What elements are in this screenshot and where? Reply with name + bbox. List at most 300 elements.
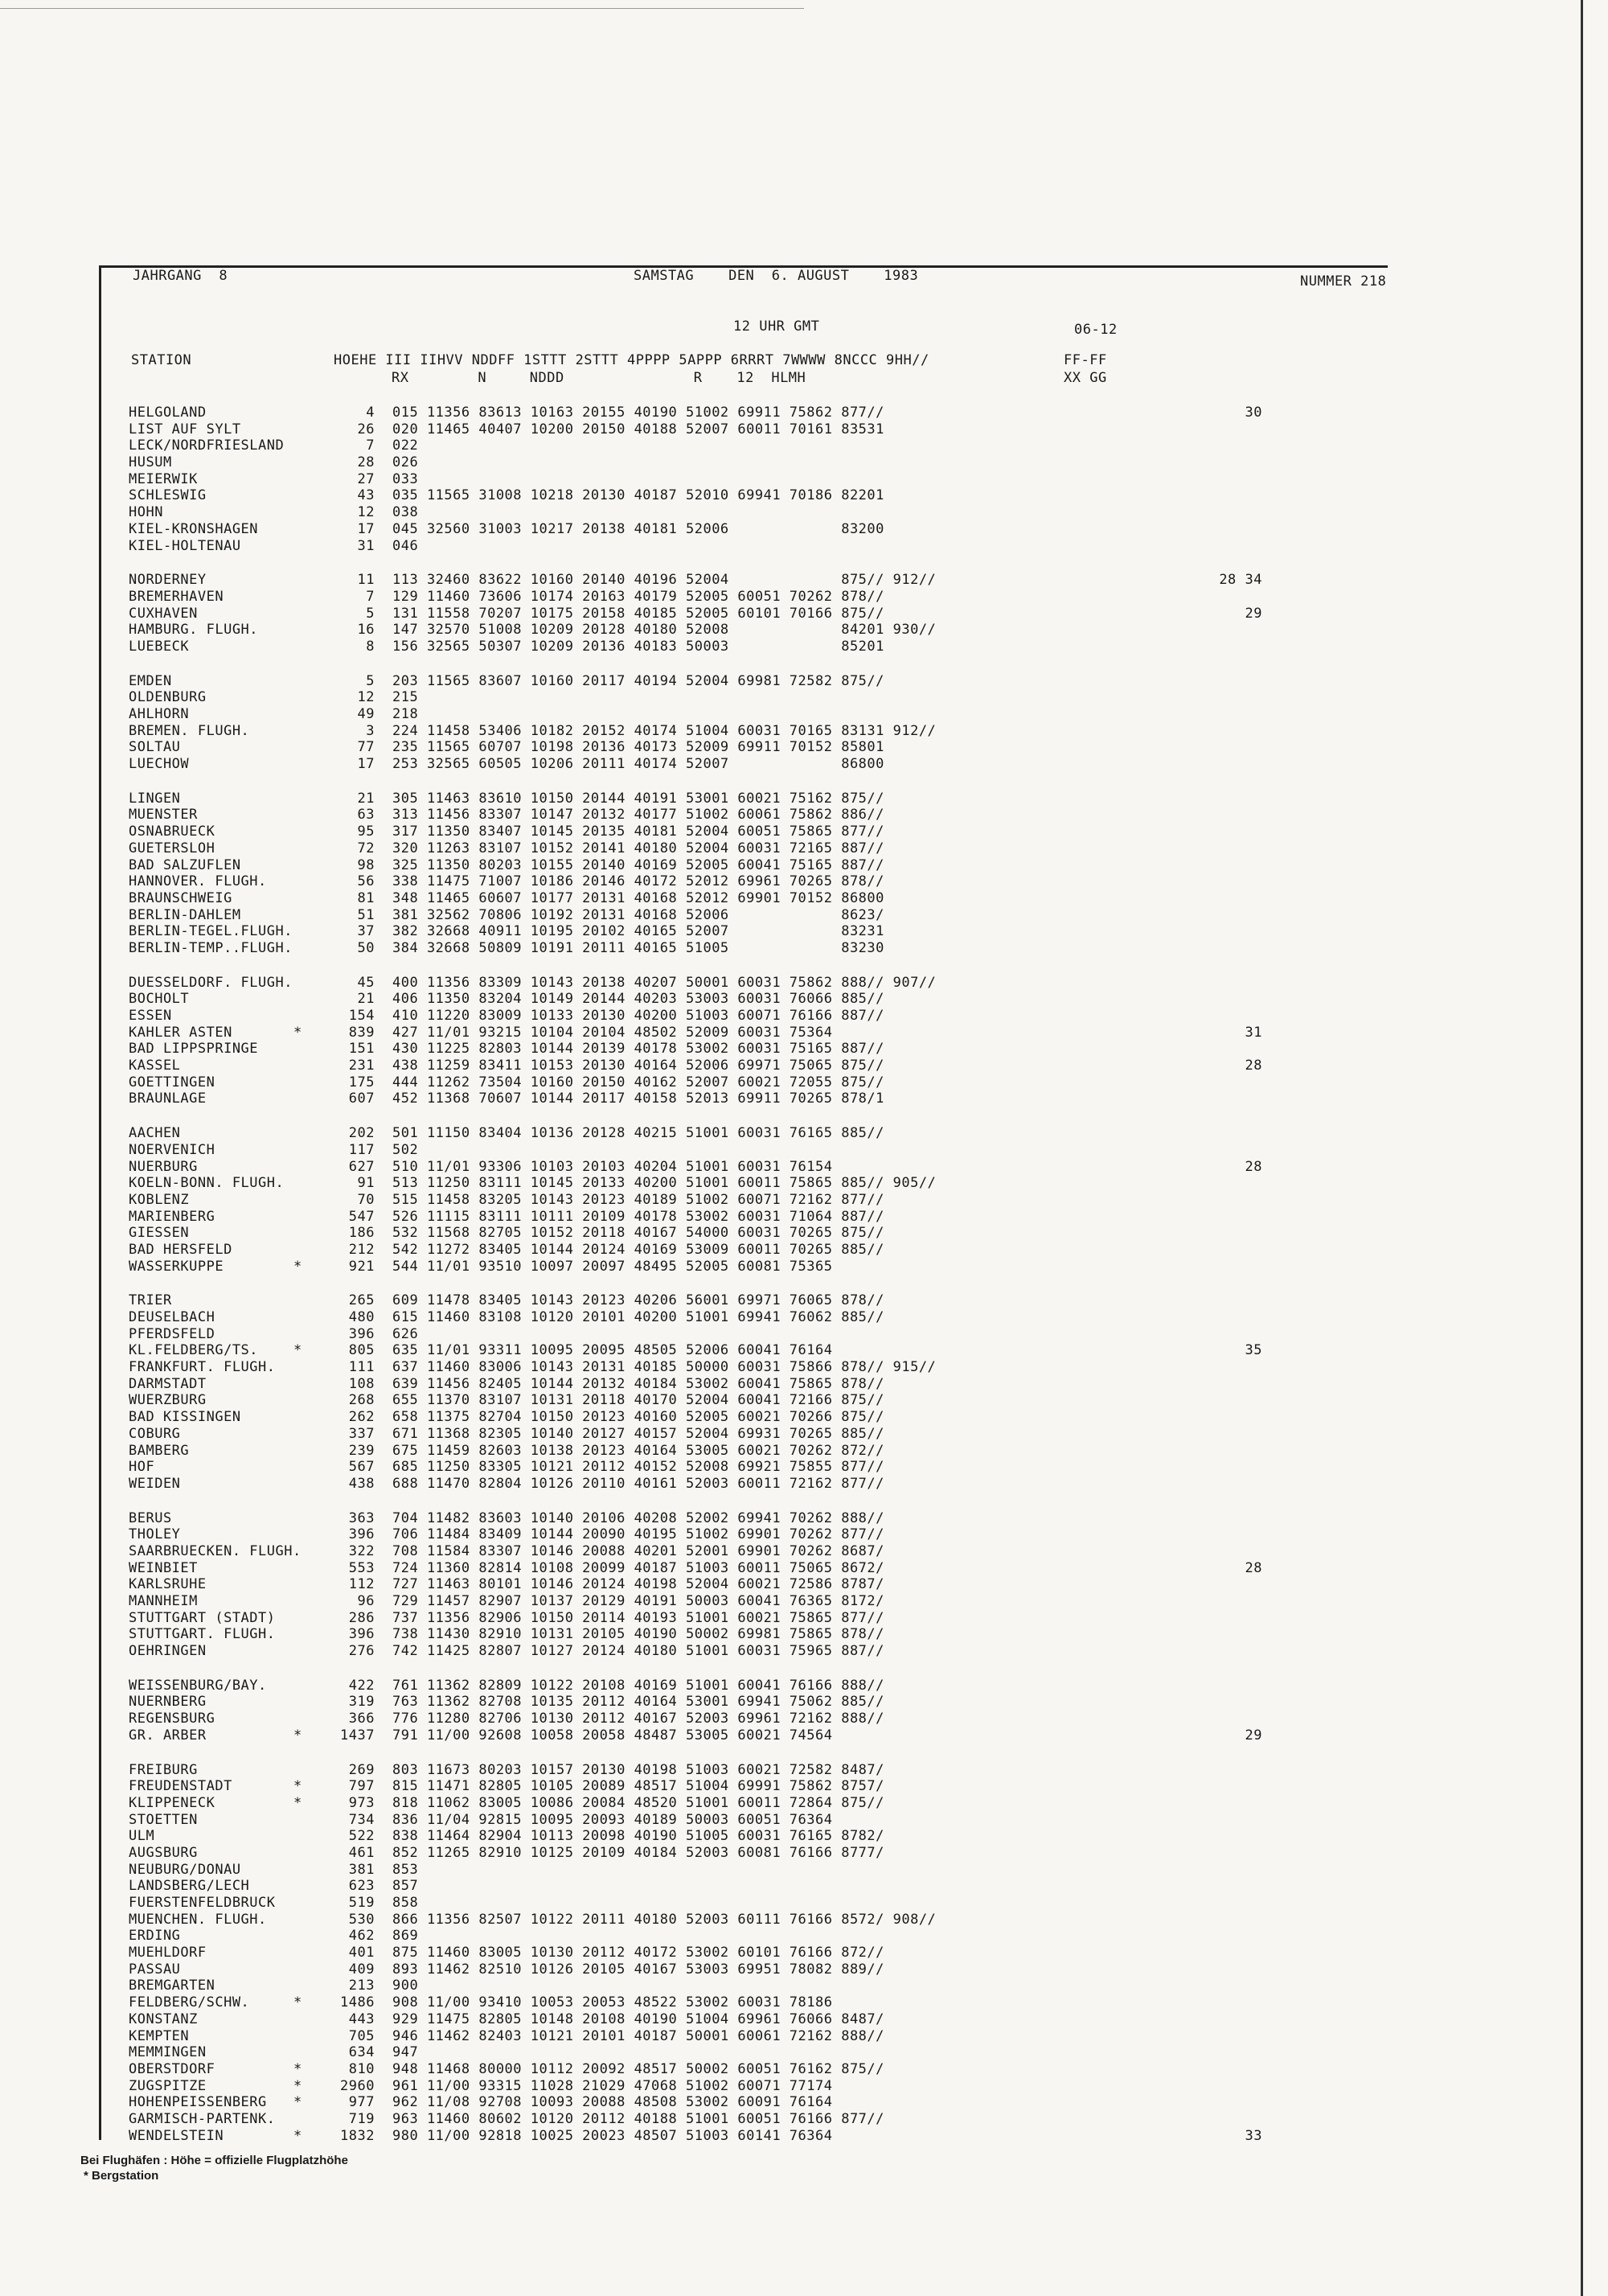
station-height: 21 [357,991,375,1008]
table-row [129,1961,1351,1978]
station-name: OBERSTDORF [129,2060,215,2077]
synop-groups: 338 11475 71007 10186 20146 40172 52012 69961 70265 878// [392,873,884,890]
station-name: KONSTANZ [129,2011,198,2027]
station-name: LECK/NORDFRIESLAND [129,437,285,454]
station-table [129,405,1351,2144]
synop-groups: 946 11462 82403 10121 20101 40187 50001 60061 72162 888// [392,2027,884,2044]
station-name: LUEBECK [129,638,190,655]
station-name: SCHLESWIG [129,487,207,504]
station-name: BRAUNSCHWEIG [129,889,232,906]
station-name: NUERNBERG [129,1694,207,1711]
mountain-station-marker: * [293,2127,302,2144]
table-row [129,940,1351,957]
station-height: 21 [357,790,375,807]
gust-value: 35 [1245,1342,1262,1359]
synop-groups: 852 11265 82910 10125 20109 40184 52003 60081 76166 8777/ [392,1844,884,1861]
table-row [129,1008,1351,1025]
table-row [129,1142,1351,1159]
table-row [129,1476,1351,1493]
table-row [129,1292,1351,1309]
table-row [129,405,1351,421]
table-row [129,840,1351,857]
table-row [129,2011,1351,2028]
table-row [129,572,1351,589]
station-name: BERLIN-DAHLEM [129,906,241,923]
station-name: MEIERWIK [129,470,198,487]
group-gap [129,1744,1351,1762]
station-name: STUTTGART (STADT) [129,1609,276,1626]
station-name: FREUDENSTADT [129,1778,232,1795]
table-row [129,504,1351,521]
table-row [129,1510,1351,1527]
station-name: EMDEN [129,672,172,689]
table-row [129,689,1351,706]
station-height: 7 [366,437,375,454]
station-height: 396 [348,1526,375,1543]
synop-groups: 615 11460 83108 10120 20101 40200 51001 69941 76062 885// [392,1309,884,1325]
synop-groups: 815 11471 82805 10105 20089 48517 51004 69991 75862 8757/ [392,1778,884,1795]
synop-groups: 947 [392,2044,419,2061]
station-name: BRAUNLAGE [129,1090,207,1107]
station-name: BAD LIPPSPRINGE [129,1041,259,1058]
right-edge-rule [1581,0,1583,2296]
station-height: 70 [357,1191,375,1208]
station-name: HANNOVER. FLUGH. [129,873,267,890]
station-height: 239 [348,1442,375,1459]
mountain-station-marker: * [293,2077,302,2094]
synop-groups: 313 11456 83307 10147 20132 40177 51002 60061 75862 886// [392,807,884,824]
station-height: 461 [348,1844,375,1861]
table-row [129,487,1351,504]
station-name: ULM [129,1828,155,1845]
station-height: 337 [348,1425,375,1442]
station-height: 1437 [340,1727,375,1744]
synop-groups: 444 11262 73504 10160 20150 40162 52007 60021 72055 875// [392,1074,884,1090]
table-row [129,756,1351,773]
period-label: 06-12 [1074,322,1118,338]
synop-groups: 908 11/00 93410 10053 20053 48522 53002 60031 78186 [392,1994,833,2011]
column-groups: HOEHE III IIHVV NDDFF 1STTT 2STTT 4PPPP 5APPP 6RRRT 7WWWW 8NCCC 9HH// [334,352,929,368]
station-height: 12 [357,689,375,706]
group-gap [129,1493,1351,1510]
synop-groups: 038 [392,504,419,521]
station-height: 286 [348,1609,375,1626]
station-height: 26 [357,421,375,437]
station-name: NORDERNEY [129,572,207,589]
station-height: 396 [348,1626,375,1643]
station-name: BAD KISSINGEN [129,1409,241,1426]
station-name: COBURG [129,1425,181,1442]
station-height: 2960 [340,2077,375,2094]
table-row [129,1342,1351,1359]
station-name: LANDSBERG/LECH [129,1878,250,1895]
synop-groups: 875 11460 83005 10130 20112 40172 53002 60101 76166 872// [392,1945,884,1961]
synop-groups: 708 11584 83307 10146 20088 40201 52001 69901 70262 8687/ [392,1542,884,1559]
station-name: BREMEN. FLUGH. [129,722,250,739]
station-height: 27 [357,470,375,487]
station-name: KOBLENZ [129,1191,190,1208]
synop-groups: 317 11350 83407 10145 20135 40181 52004 60051 75865 877// [392,824,884,840]
station-height: 839 [348,1024,375,1041]
synop-groups: 235 11565 60707 10198 20136 40173 52009 69911 70152 85801 [392,739,884,756]
table-row [129,791,1351,807]
station-height: 45 [357,974,375,991]
synop-groups: 542 11272 83405 10144 20124 40169 53009 60011 70265 885// [392,1241,884,1258]
table-row [129,1409,1351,1426]
synop-groups: 639 11456 82405 10144 20132 40184 53002 60041 75865 878// [392,1375,884,1392]
station-height: 634 [348,2044,375,2061]
table-row [129,1828,1351,1845]
table-row [129,437,1351,454]
table-row [129,1643,1351,1660]
station-name: WEIDEN [129,1475,181,1492]
station-name: FREIBURG [129,1761,198,1778]
station-name: NEUBURG/DONAU [129,1861,241,1878]
table-row [129,1392,1351,1409]
station-name: CUXHAVEN [129,605,198,622]
table-row [129,1159,1351,1176]
station-height: 522 [348,1828,375,1845]
synop-groups: 626 [392,1325,419,1342]
station-height: 212 [348,1241,375,1258]
table-row [129,739,1351,756]
station-name: MUENSTER [129,807,198,824]
synop-groups: 320 11263 83107 10152 20141 40180 52004 60031 72165 887// [392,840,884,856]
station-name: OSNABRUECK [129,824,215,840]
station-name: KASSEL [129,1058,181,1074]
synop-groups: 131 11558 70207 10175 20158 40185 52005 60101 70166 875// [392,605,884,622]
station-name: WENDELSTEIN [129,2127,224,2144]
station-height: 973 [348,1794,375,1811]
table-row [129,2128,1351,2145]
table-row [129,622,1351,639]
table-row [129,1727,1351,1744]
table-row [129,857,1351,874]
station-height: 112 [348,1576,375,1593]
station-name: MUEHLDORF [129,1945,207,1961]
station-name: WASSERKUPPE [129,1258,224,1275]
synop-groups: 857 [392,1878,419,1895]
synop-groups: 803 11673 80203 10157 20130 40198 51003 60021 72582 8487/ [392,1761,884,1778]
table-row [129,1994,1351,2011]
station-height: 921 [348,1258,375,1275]
table-row [129,824,1351,840]
table-row [129,975,1351,992]
table-row [129,1526,1351,1543]
station-height: 409 [348,1961,375,1978]
mountain-station-marker: * [293,1727,302,1744]
table-row [129,1878,1351,1895]
synop-groups: 742 11425 82807 10127 20124 40180 51001 60031 75965 887// [392,1643,884,1660]
table-row [129,1945,1351,1961]
station-height: 627 [348,1158,375,1175]
table-row [129,1862,1351,1879]
station-height: 37 [357,923,375,940]
station-height: 734 [348,1811,375,1828]
station-name: AHLHORN [129,706,190,722]
synop-groups: 688 11470 82804 10126 20110 40161 52003 60011 72162 877// [392,1475,884,1492]
synop-groups: 836 11/04 92815 10095 20093 40189 50003 60051 76364 [392,1811,833,1828]
station-height: 269 [348,1761,375,1778]
station-name: LIST AUF SYLT [129,421,241,437]
station-name: OEHRINGEN [129,1643,207,1660]
station-height: 462 [348,1928,375,1945]
station-height: 91 [357,1175,375,1192]
table-row [129,2111,1351,2128]
footnote-airports: Bei Flughäfen : Höhe = offizielle Flugplatzhöhe [80,2154,348,2167]
table-row [129,2028,1351,2045]
table-row [129,2078,1351,2095]
station-height: 213 [348,1978,375,1994]
station-name: KOELN-BONN. FLUGH. [129,1175,285,1192]
station-name: HUSUM [129,454,172,471]
table-row [129,673,1351,690]
table-row [129,538,1351,555]
synop-groups: 838 11464 82904 10113 20098 40190 51005 60031 76165 8782/ [392,1828,884,1845]
station-name: FELDBERG/SCHW. [129,1994,250,2011]
synop-groups: 706 11484 83409 10144 20090 40195 51002 69901 70262 877// [392,1526,884,1543]
station-name: WEISSENBURG/BAY. [129,1677,267,1694]
station-height: 519 [348,1895,375,1911]
station-height: 175 [348,1074,375,1090]
table-row [129,1678,1351,1694]
synop-groups: 724 11360 82814 10108 20099 40187 51003 60011 75065 8672/ [392,1559,884,1576]
station-name: PASSAU [129,1961,181,1978]
mountain-station-marker: * [293,1024,302,1041]
station-height: 265 [348,1292,375,1309]
station-height: 231 [348,1058,375,1074]
station-name: GUETERSLOH [129,840,215,856]
synop-groups: 893 11462 82510 10126 20105 40167 53003 69951 78082 889// [392,1961,884,1978]
table-row [129,1626,1351,1643]
station-name: BREMERHAVEN [129,588,224,605]
synop-groups: 776 11280 82706 10130 20112 40167 52003 69961 72162 888// [392,1711,884,1727]
table-row [129,1778,1351,1795]
gust-value: 29 [1245,605,1262,622]
table-row [129,1543,1351,1560]
synop-groups: 858 [392,1895,419,1911]
station-height: 1832 [340,2127,375,2144]
synop-groups: 727 11463 80101 10146 20124 40198 52004 60021 72586 8787/ [392,1576,884,1593]
table-row [129,421,1351,438]
synop-groups: 406 11350 83204 10149 20144 40203 53003 60031 76066 885// [392,991,884,1008]
station-name: BAMBERG [129,1442,190,1459]
table-row [129,471,1351,488]
gust-value: 31 [1245,1024,1262,1041]
table-row [129,1928,1351,1945]
station-height: 72 [357,840,375,856]
table-row [129,1242,1351,1259]
station-name: NOERVENICH [129,1141,215,1158]
mountain-station-marker: * [293,1342,302,1359]
synop-groups: 147 32570 51008 10209 20128 40180 52008 84201 930// [392,622,937,639]
top-rule [0,8,804,9]
station-height: 810 [348,2060,375,2077]
synop-groups: 675 11459 82603 10138 20123 40164 53005 60021 70262 872// [392,1442,884,1459]
station-height: 438 [348,1475,375,1492]
station-height: 186 [348,1225,375,1242]
table-row [129,1795,1351,1812]
station-name: BREMGARTEN [129,1978,215,1994]
station-name: LUECHOW [129,756,190,773]
station-height: 117 [348,1141,375,1158]
station-name: FUERSTENFELDBRUCK [129,1895,276,1911]
station-height: 553 [348,1559,375,1576]
station-name: KIEL-HOLTENAU [129,537,241,554]
table-row [129,1426,1351,1443]
synop-groups: 502 [392,1141,419,1158]
table-row [129,1326,1351,1343]
group-gap [129,554,1351,572]
gust-value: 33 [1245,2127,1262,2144]
station-name: LINGEN [129,790,181,807]
synop-groups: 961 11/00 93315 11028 21029 47068 51002 60071 77174 [392,2077,833,2094]
station-height: 705 [348,2027,375,2044]
station-name: GIESSEN [129,1225,190,1242]
table-row [129,807,1351,824]
synop-groups: 022 [392,437,419,454]
table-row [129,1711,1351,1727]
station-name: KARLSRUHE [129,1576,207,1593]
table-row [129,873,1351,890]
table-row [129,1041,1351,1058]
synop-groups: 348 11465 60607 10177 20131 40168 52012 69901 70152 86800 [392,889,884,906]
station-height: 366 [348,1711,375,1727]
column-station: STATION [131,352,192,368]
table-row [129,639,1351,655]
group-gap [129,957,1351,975]
synop-groups: 655 11370 83107 10131 20118 40170 52004 60041 72166 875// [392,1392,884,1409]
table-row [129,1125,1351,1142]
station-name: BOCHOLT [129,991,190,1008]
station-height: 151 [348,1041,375,1058]
synop-groups: 325 11350 80203 10155 20140 40169 52005 60041 75165 887// [392,856,884,873]
table-row [129,589,1351,606]
table-row [129,1175,1351,1192]
station-name: BERLIN-TEGEL.FLUGH. [129,923,293,940]
station-name: BAD SALZUFLEN [129,856,241,873]
station-name: TRIER [129,1292,172,1309]
table-row [129,1560,1351,1577]
station-height: 108 [348,1375,375,1392]
station-name: KL.FELDBERG/TS. [129,1342,259,1359]
station-height: 77 [357,739,375,756]
synop-groups: 729 11457 82907 10137 20129 40191 50003 60041 76365 8172/ [392,1593,884,1609]
date-line: SAMSTAG DEN 6. AUGUST 1983 [634,268,919,284]
station-height: 49 [357,706,375,722]
station-height: 98 [357,856,375,873]
synop-groups: 763 11362 82708 10135 20112 40164 53001 69941 75062 885// [392,1694,884,1711]
station-name: MANNHEIM [129,1593,198,1609]
synop-groups: 452 11368 70607 10144 20117 40158 52013 69911 70265 878/1 [392,1090,884,1107]
station-name: GOETTINGEN [129,1074,215,1090]
station-height: 797 [348,1778,375,1795]
table-row [129,1978,1351,1994]
table-row [129,2061,1351,2078]
station-name: KIEL-KRONSHAGEN [129,520,259,537]
station-name: ERDING [129,1928,181,1945]
station-height: 805 [348,1342,375,1359]
table-row [129,1694,1351,1711]
station-height: 401 [348,1945,375,1961]
station-name: OLDENBURG [129,689,207,706]
synop-groups: 438 11259 83411 10153 20130 40164 52006 69971 75065 875// [392,1058,884,1074]
synop-groups: 704 11482 83603 10140 20106 40208 52002 69941 70262 888// [392,1509,884,1526]
group-gap [129,773,1351,791]
table-row [129,2094,1351,2111]
synop-groups: 685 11250 83305 10121 20112 40152 52008 69921 75855 877// [392,1459,884,1476]
synop-groups: 544 11/01 93510 10097 20097 48495 52005 60081 75365 [392,1258,833,1275]
station-name: MARIENBERG [129,1208,215,1225]
station-height: 530 [348,1911,375,1928]
station-name: ZUGSPITZE [129,2077,207,2094]
group-gap [129,1660,1351,1678]
station-name: HOF [129,1459,155,1476]
synop-groups: 410 11220 83009 10133 20130 40200 51003 60071 76166 887// [392,1008,884,1024]
station-name: DEUSELBACH [129,1309,215,1325]
synop-groups: 818 11062 83005 10086 20084 48520 51001 60011 72864 875// [392,1794,884,1811]
table-row [129,1895,1351,1912]
synop-groups: 853 [392,1861,419,1878]
station-name: KAHLER ASTEN [129,1024,232,1041]
issue-number: NUMMER 218 [1300,273,1387,290]
station-height: 95 [357,824,375,840]
table-row [129,1812,1351,1829]
synop-groups: 929 11475 82805 10148 20108 40190 51004 69961 76066 8487/ [392,2011,884,2027]
station-name: BERLIN-TEMP..FLUGH. [129,939,293,956]
station-height: 3 [366,722,375,739]
table-row [129,1762,1351,1779]
station-name: HELGOLAND [129,405,207,421]
station-name: FRANKFURT. FLUGH. [129,1359,276,1376]
synop-groups: 156 32565 50307 10209 20136 40183 50003 85201 [392,638,884,655]
table-row [129,1074,1351,1091]
observation-time: 12 UHR GMT [733,318,820,335]
table-row [129,1058,1351,1074]
station-height: 977 [348,2094,375,2111]
table-row [129,1309,1351,1326]
synop-groups: 035 11565 31008 10218 20130 40187 52010 69941 70186 82201 [392,487,884,504]
synop-groups: 869 [392,1928,419,1945]
station-height: 567 [348,1459,375,1476]
station-height: 719 [348,2110,375,2127]
station-name: DUESSELDORF. FLUGH. [129,974,293,991]
station-height: 56 [357,873,375,890]
gust-value: 30 [1245,405,1262,421]
station-height: 63 [357,807,375,824]
synop-groups: 866 11356 82507 10122 20111 40180 52003 60111 76166 8572/ 908// [392,1911,937,1928]
station-height: 96 [357,1593,375,1609]
station-name: WEINBIET [129,1559,198,1576]
synop-groups: 045 32560 31003 10217 20138 40181 52006 83200 [392,520,884,537]
synop-groups: 513 11250 83111 10145 20133 40200 51001 60011 75865 885// 905// [392,1175,937,1192]
table-row [129,1259,1351,1275]
synop-groups: 203 11565 83607 10160 20117 40194 52004 69981 72582 875// [392,672,884,689]
synop-groups: 046 [392,537,419,554]
synop-groups: 253 32565 60505 10206 20111 40174 52007 86800 [392,756,884,773]
column-ff-sub: XX GG [1064,370,1107,386]
synop-groups: 400 11356 83309 10143 20138 40207 50001 60031 75862 888// 907// [392,974,937,991]
synop-groups: 113 32460 83622 10160 20140 40196 52004 875// 912// [392,572,937,589]
table-row [129,991,1351,1008]
table-row [129,1225,1351,1242]
station-height: 547 [348,1208,375,1225]
station-height: 17 [357,756,375,773]
synop-groups: 305 11463 83610 10150 20144 40191 53001 60021 75162 875// [392,790,884,807]
synop-groups: 026 [392,454,419,471]
synop-groups: 510 11/01 93306 10103 20103 40204 51001 60031 76154 [392,1158,833,1175]
station-height: 322 [348,1542,375,1559]
